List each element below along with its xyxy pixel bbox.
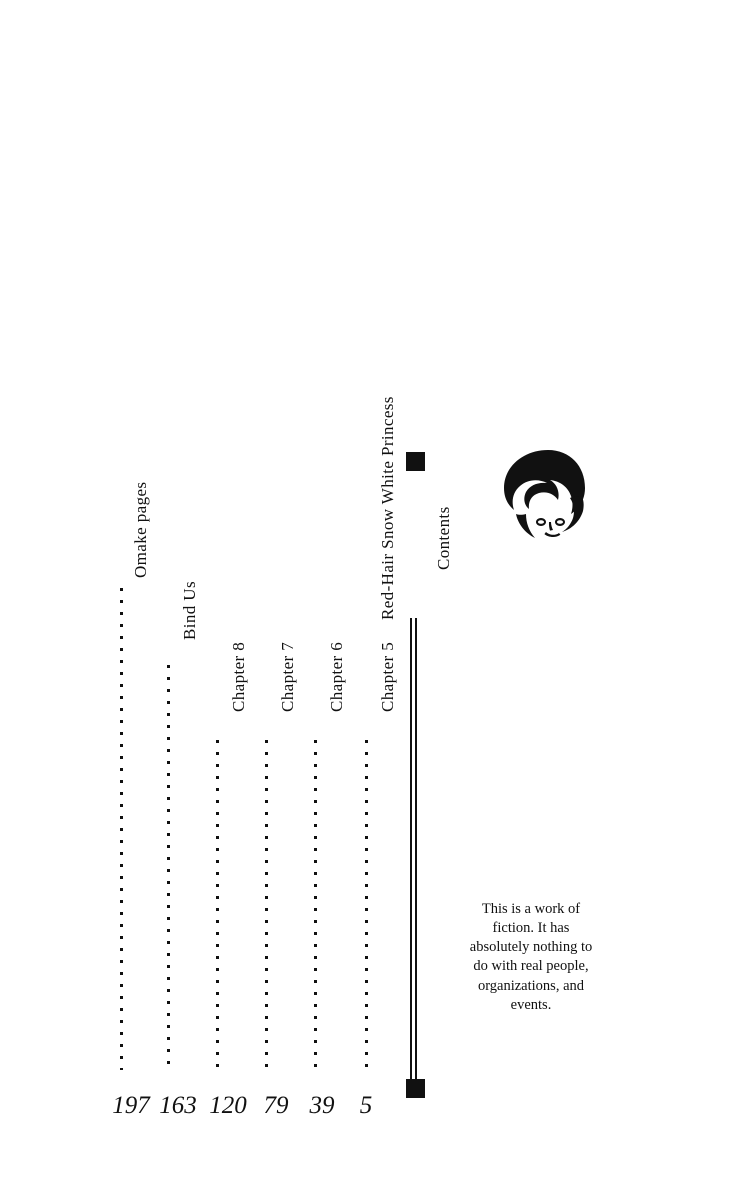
toc-chapter-label-1[interactable]: Chapter 5	[378, 641, 397, 712]
toc-leader-4	[216, 740, 219, 1070]
toc-chapter-label-4[interactable]: Chapter 8	[229, 641, 248, 712]
toc-chapter-label-3[interactable]: Chapter 7	[278, 641, 297, 712]
girl-face-logo-icon	[496, 448, 600, 552]
toc-page-number-5[interactable]: 163	[159, 1092, 197, 1119]
toc-chapter-subtitle-1: Red-Hair Snow White Princess	[378, 396, 397, 620]
toc-chapter-label-6[interactable]: Omake pages	[131, 481, 150, 578]
contents-rule-inner	[415, 618, 417, 1080]
toc-leader-2	[314, 740, 317, 1070]
toc-leader-3	[265, 740, 268, 1070]
toc-page-number-2[interactable]: 39	[309, 1092, 335, 1119]
contents-ornament-square-bottom	[406, 1079, 425, 1098]
contents-ornament-square-top	[406, 452, 425, 471]
toc-page-number-4[interactable]: 120	[209, 1092, 247, 1119]
contents-heading: Contents	[434, 506, 453, 570]
toc-leader-6	[120, 588, 123, 1070]
toc-page-number-3[interactable]: 79	[263, 1092, 289, 1119]
contents-rule-outer	[410, 618, 412, 1080]
fiction-disclaimer: This is a work of fiction. It has absolutely nothing to do with real people, organizations, and events.	[469, 901, 593, 1013]
toc-chapter-label-5[interactable]: Bind Us	[180, 580, 199, 640]
toc-chapter-label-2[interactable]: Chapter 6	[327, 641, 346, 712]
toc-leader-1	[365, 740, 368, 1070]
toc-page-number-6[interactable]: 197	[112, 1092, 150, 1119]
toc-page-number-1[interactable]: 5	[359, 1092, 373, 1119]
toc-leader-5	[167, 665, 170, 1070]
